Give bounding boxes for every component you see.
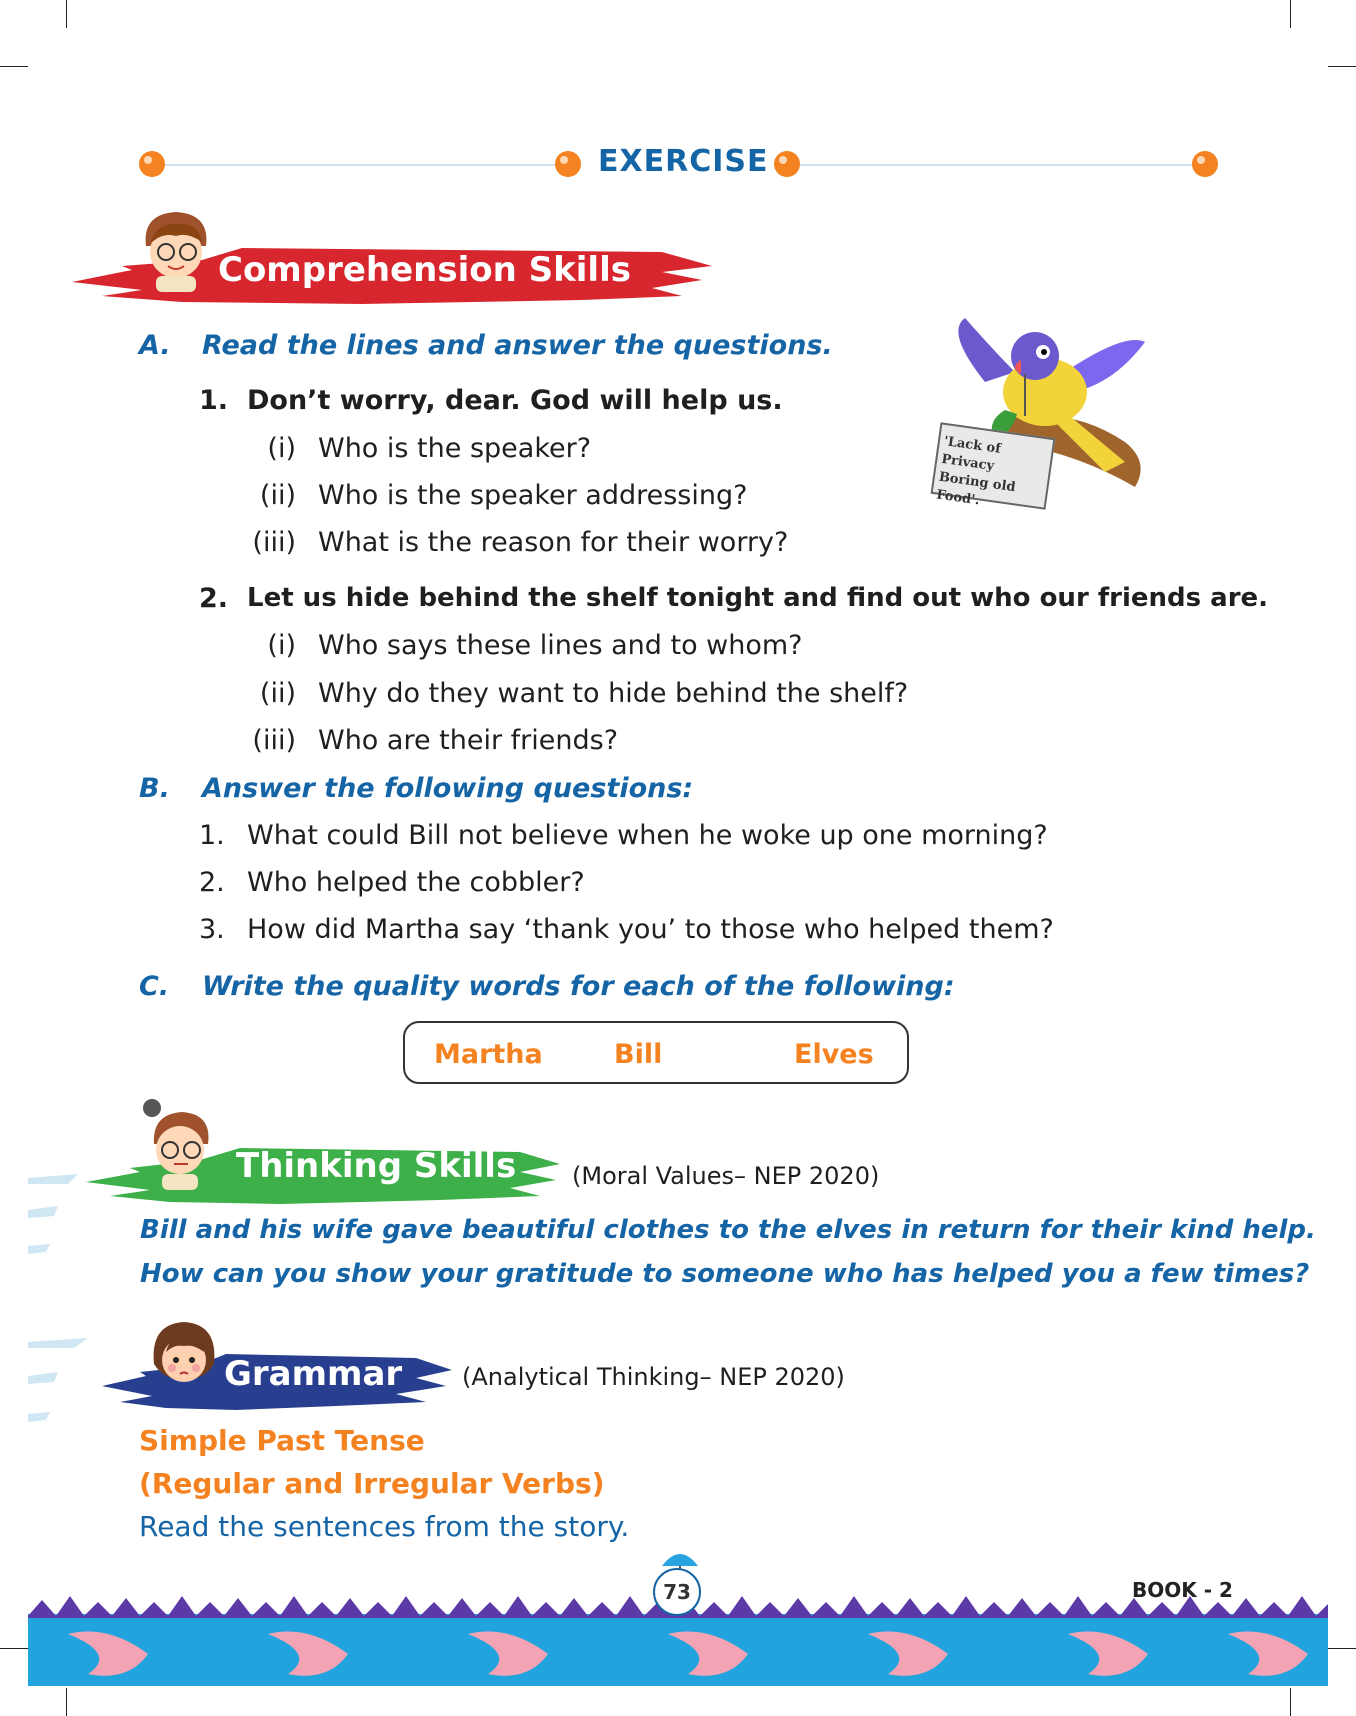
girl-avatar-icon [144, 1310, 224, 1406]
sub-question: Who is the speaker addressing? [318, 480, 748, 511]
item-number: 1. [199, 820, 225, 851]
page-number-badge [653, 1568, 701, 1616]
crop-mark [1290, 0, 1291, 28]
sub-number: (ii) [259, 678, 296, 709]
banner-title: Grammar [224, 1354, 403, 1394]
header-rule-right [800, 164, 1194, 166]
page-title: EXERCISE [598, 144, 769, 179]
bird-sign [931, 422, 1056, 509]
sub-number: (i) [267, 630, 296, 661]
sub-number: (iii) [252, 527, 296, 558]
thinking-question-line: Bill and his wife gave beautiful clothes to the elves in return for their kind help. [140, 1215, 1316, 1245]
thinking-boy-avatar-icon [136, 1096, 226, 1196]
page-number: 73 [663, 1580, 691, 1604]
thinking-question-line: How can you show your gratitude to someone who has helped you a few times? [140, 1259, 1310, 1289]
item-text: How did Martha say ‘thank you’ to those who helped them? [247, 914, 1054, 945]
crop-mark [0, 66, 28, 67]
section-instruction: Answer the following questions: [202, 773, 694, 804]
banner-title: Thinking Skills [236, 1146, 517, 1186]
word-item: Bill [614, 1039, 663, 1070]
word-item: Martha [434, 1039, 543, 1070]
grammar-heading: Simple Past Tense [139, 1424, 425, 1457]
sub-question: What is the reason for their worry? [318, 527, 789, 558]
book-label: BOOK - 2 [1132, 1578, 1233, 1602]
section-instruction: Read the lines and answer the questions. [202, 330, 833, 361]
section-letter: A. [139, 330, 171, 361]
item-text: Who helped the cobbler? [247, 867, 585, 898]
crop-mark [1328, 66, 1356, 67]
bird-illustration [925, 312, 1165, 542]
crop-mark [66, 0, 67, 28]
question-number: 2. [199, 583, 229, 614]
header-rule-left [162, 164, 556, 166]
sub-question: Who says these lines and to whom? [318, 630, 803, 661]
comprehension-banner [62, 230, 712, 310]
sign-line: Boring old Food'. [935, 469, 1017, 509]
word-item: Elves [794, 1039, 874, 1070]
orange-dot-icon [555, 151, 581, 177]
section-letter: C. [139, 971, 170, 1002]
boy-avatar-icon [132, 206, 222, 296]
item-number: 3. [199, 914, 225, 945]
question-text: Don’t worry, dear. God will help us. [247, 385, 783, 416]
sub-number: (ii) [259, 480, 296, 511]
sub-number: (i) [267, 433, 296, 464]
orange-dot-icon [1192, 151, 1218, 177]
question-number: 1. [199, 385, 229, 416]
grammar-instruction: Read the sentences from the story. [139, 1510, 630, 1543]
item-text: What could Bill not believe when he woke up one morning? [247, 820, 1048, 851]
sub-question: Who is the speaker? [318, 433, 592, 464]
crop-mark [66, 1688, 67, 1716]
banner-title: Comprehension Skills [218, 250, 631, 290]
nep-tag: (Moral Values– NEP 2020) [572, 1162, 880, 1190]
section-instruction: Write the quality words for each of the following: [202, 971, 955, 1002]
sub-question: Why do they want to hide behind the shelf? [318, 678, 909, 709]
nep-tag: (Analytical Thinking– NEP 2020) [462, 1363, 845, 1391]
brush-stroke-icon [28, 1170, 88, 1270]
orange-dot-icon [139, 151, 165, 177]
brush-stroke-icon [28, 1334, 98, 1444]
orange-dot-icon [774, 151, 800, 177]
crop-mark [1328, 1648, 1356, 1649]
crop-mark [0, 1648, 28, 1649]
crop-mark [1290, 1688, 1291, 1716]
sub-question: Who are their friends? [318, 725, 619, 756]
grammar-banner [96, 1336, 456, 1416]
question-text: Let us hide behind the shelf tonight and find out who our friends are. [247, 583, 1269, 613]
thinking-banner [80, 1130, 570, 1210]
item-number: 2. [199, 867, 225, 898]
sub-number: (iii) [252, 725, 296, 756]
sign-line: 'Lack of Privacy [940, 434, 1002, 475]
section-letter: B. [139, 773, 170, 804]
grammar-heading: (Regular and Irregular Verbs) [139, 1467, 605, 1500]
